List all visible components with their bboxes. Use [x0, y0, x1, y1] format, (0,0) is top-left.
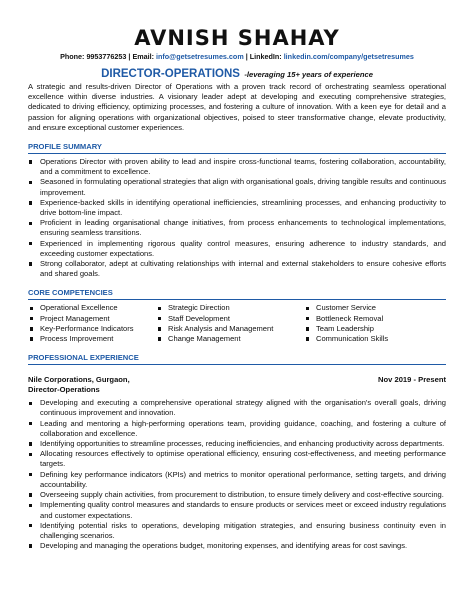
- competencies-column-3: [304, 303, 434, 344]
- list-item: Overseeing supply chain activities, from procurement to distribution, to ensure timely delivery and cost-effective sourcing.: [28, 490, 446, 500]
- section-heading-core-competencies: CORE COMPETENCIES: [28, 288, 446, 300]
- competency-item: Process Improvement: [28, 334, 156, 344]
- role-tagline: -leveraging 15+ years of experience: [244, 70, 373, 79]
- experience-list: [28, 398, 446, 551]
- list-item: Seasoned in formulating operational strategies that align with organisational goals, driving tangible results and continuous improvement.: [28, 177, 446, 197]
- list-item: Experienced in implementing rigorous quality control measures, ensuring adherence to industry standards, and exceeding customer expectations.: [28, 239, 446, 259]
- list-item: Experience-backed skills in identifying operational inefficiencies, streamlining processes, and enhancing productivity to drive bottom-line impact.: [28, 198, 446, 218]
- separator: |: [128, 52, 131, 61]
- company-name: Nile Corporations, Gurgaon,: [28, 375, 130, 385]
- list-item: Allocating resources effectively to optimise operational efficiency, ensuring cost-effectiveness, and meeting performance targets.: [28, 449, 446, 469]
- competency-item: Change Management: [156, 334, 304, 344]
- phone-number: 9953776253: [86, 52, 127, 61]
- competency-item: Bottleneck Removal: [304, 314, 434, 324]
- contact-line: [28, 52, 446, 62]
- competency-item: Strategic Direction: [156, 303, 304, 313]
- linkedin-label: LinkedIn:: [249, 52, 282, 61]
- list-item: Identifying opportunities to streamline processes, reducing inefficiencies, and enhancing productivity across departments.: [28, 439, 446, 449]
- summary-paragraph: A strategic and results-driven Director of Operations with a proven track record of orchestrating seamless operational excellence within diverse industries. A visionary leader adept at developing and executing comprehensive strategies, dedicated to driving efficiency, optimizing processes, and fostering a culture of innovation. With a keen eye for detail and a passion for aligning operations with organizational objectives, poised to steer transformative change, elevate productivity, and ensure exceptional customer experiences.: [28, 82, 446, 132]
- list-item: Developing and executing a comprehensive operational strategy aligned with the organisation's overall goals, driving continuous improvement and innovation.: [28, 398, 446, 418]
- list-item: Operations Director with proven ability to lead and inspire cross-functional teams, fostering collaboration, accountability, and a commitment to excellence.: [28, 157, 446, 177]
- competencies-column-2: [156, 303, 304, 344]
- list-item: Developing and managing the operations budget, monitoring expenses, and identifying areas for cost savings.: [28, 541, 446, 551]
- competencies-column-1: [28, 303, 156, 344]
- section-heading-professional-experience: PROFESSIONAL EXPERIENCE: [28, 353, 446, 365]
- competency-item: Operational Excellence: [28, 303, 156, 313]
- competency-item: Team Leadership: [304, 324, 434, 334]
- phone-label: Phone:: [60, 52, 85, 61]
- profile-summary-list: [28, 157, 446, 279]
- email-label: Email:: [132, 52, 155, 61]
- competencies-grid: [28, 303, 446, 344]
- list-item: Identifying potential risks to operations, developing mitigation strategies, and ensuring business continuity even in challenging scenarios.: [28, 521, 446, 541]
- list-item: Defining key performance indicators (KPIs) and metrics to monitor operational performance, setting targets, and driving accountability.: [28, 470, 446, 490]
- linkedin-link[interactable]: linkedin.com/company/getsetresumes: [283, 52, 414, 61]
- competency-item: Customer Service: [304, 303, 434, 313]
- candidate-name: AVNISH SHAHAY: [134, 26, 340, 50]
- competency-item: Key-Performance Indicators: [28, 324, 156, 334]
- competency-item: Project Management: [28, 314, 156, 324]
- competency-item: Communication Skills: [304, 334, 434, 344]
- headline: [28, 66, 446, 81]
- email-link[interactable]: info@getsetresumes.com: [156, 52, 244, 61]
- list-item: Strong collaborator, adept at cultivating relationships with internal and external stakeholders to ensure cohesive efforts and shared goals.: [28, 259, 446, 279]
- list-item: Proficient in leading organisational change initiatives, from process enhancements to technological implementations, ensuring seamless transitions.: [28, 218, 446, 238]
- job-header: [28, 375, 446, 385]
- list-item: Leading and mentoring a high-performing operations team, providing guidance, coaching, and fostering a culture of collaboration and excellence.: [28, 419, 446, 439]
- competency-item: Staff Development: [156, 314, 304, 324]
- job-dates: Nov 2019 - Present: [378, 375, 446, 385]
- role-title: DIRECTOR-OPERATIONS: [101, 68, 240, 80]
- job-title: Director-Operations: [28, 385, 100, 395]
- separator: |: [245, 52, 248, 61]
- section-heading-profile-summary: PROFILE SUMMARY: [28, 142, 446, 154]
- list-item: Implementing quality control measures and standards to ensure products or services meet or exceed industry regulations and customer expectations.: [28, 500, 446, 520]
- competency-item: Risk Analysis and Management: [156, 324, 304, 334]
